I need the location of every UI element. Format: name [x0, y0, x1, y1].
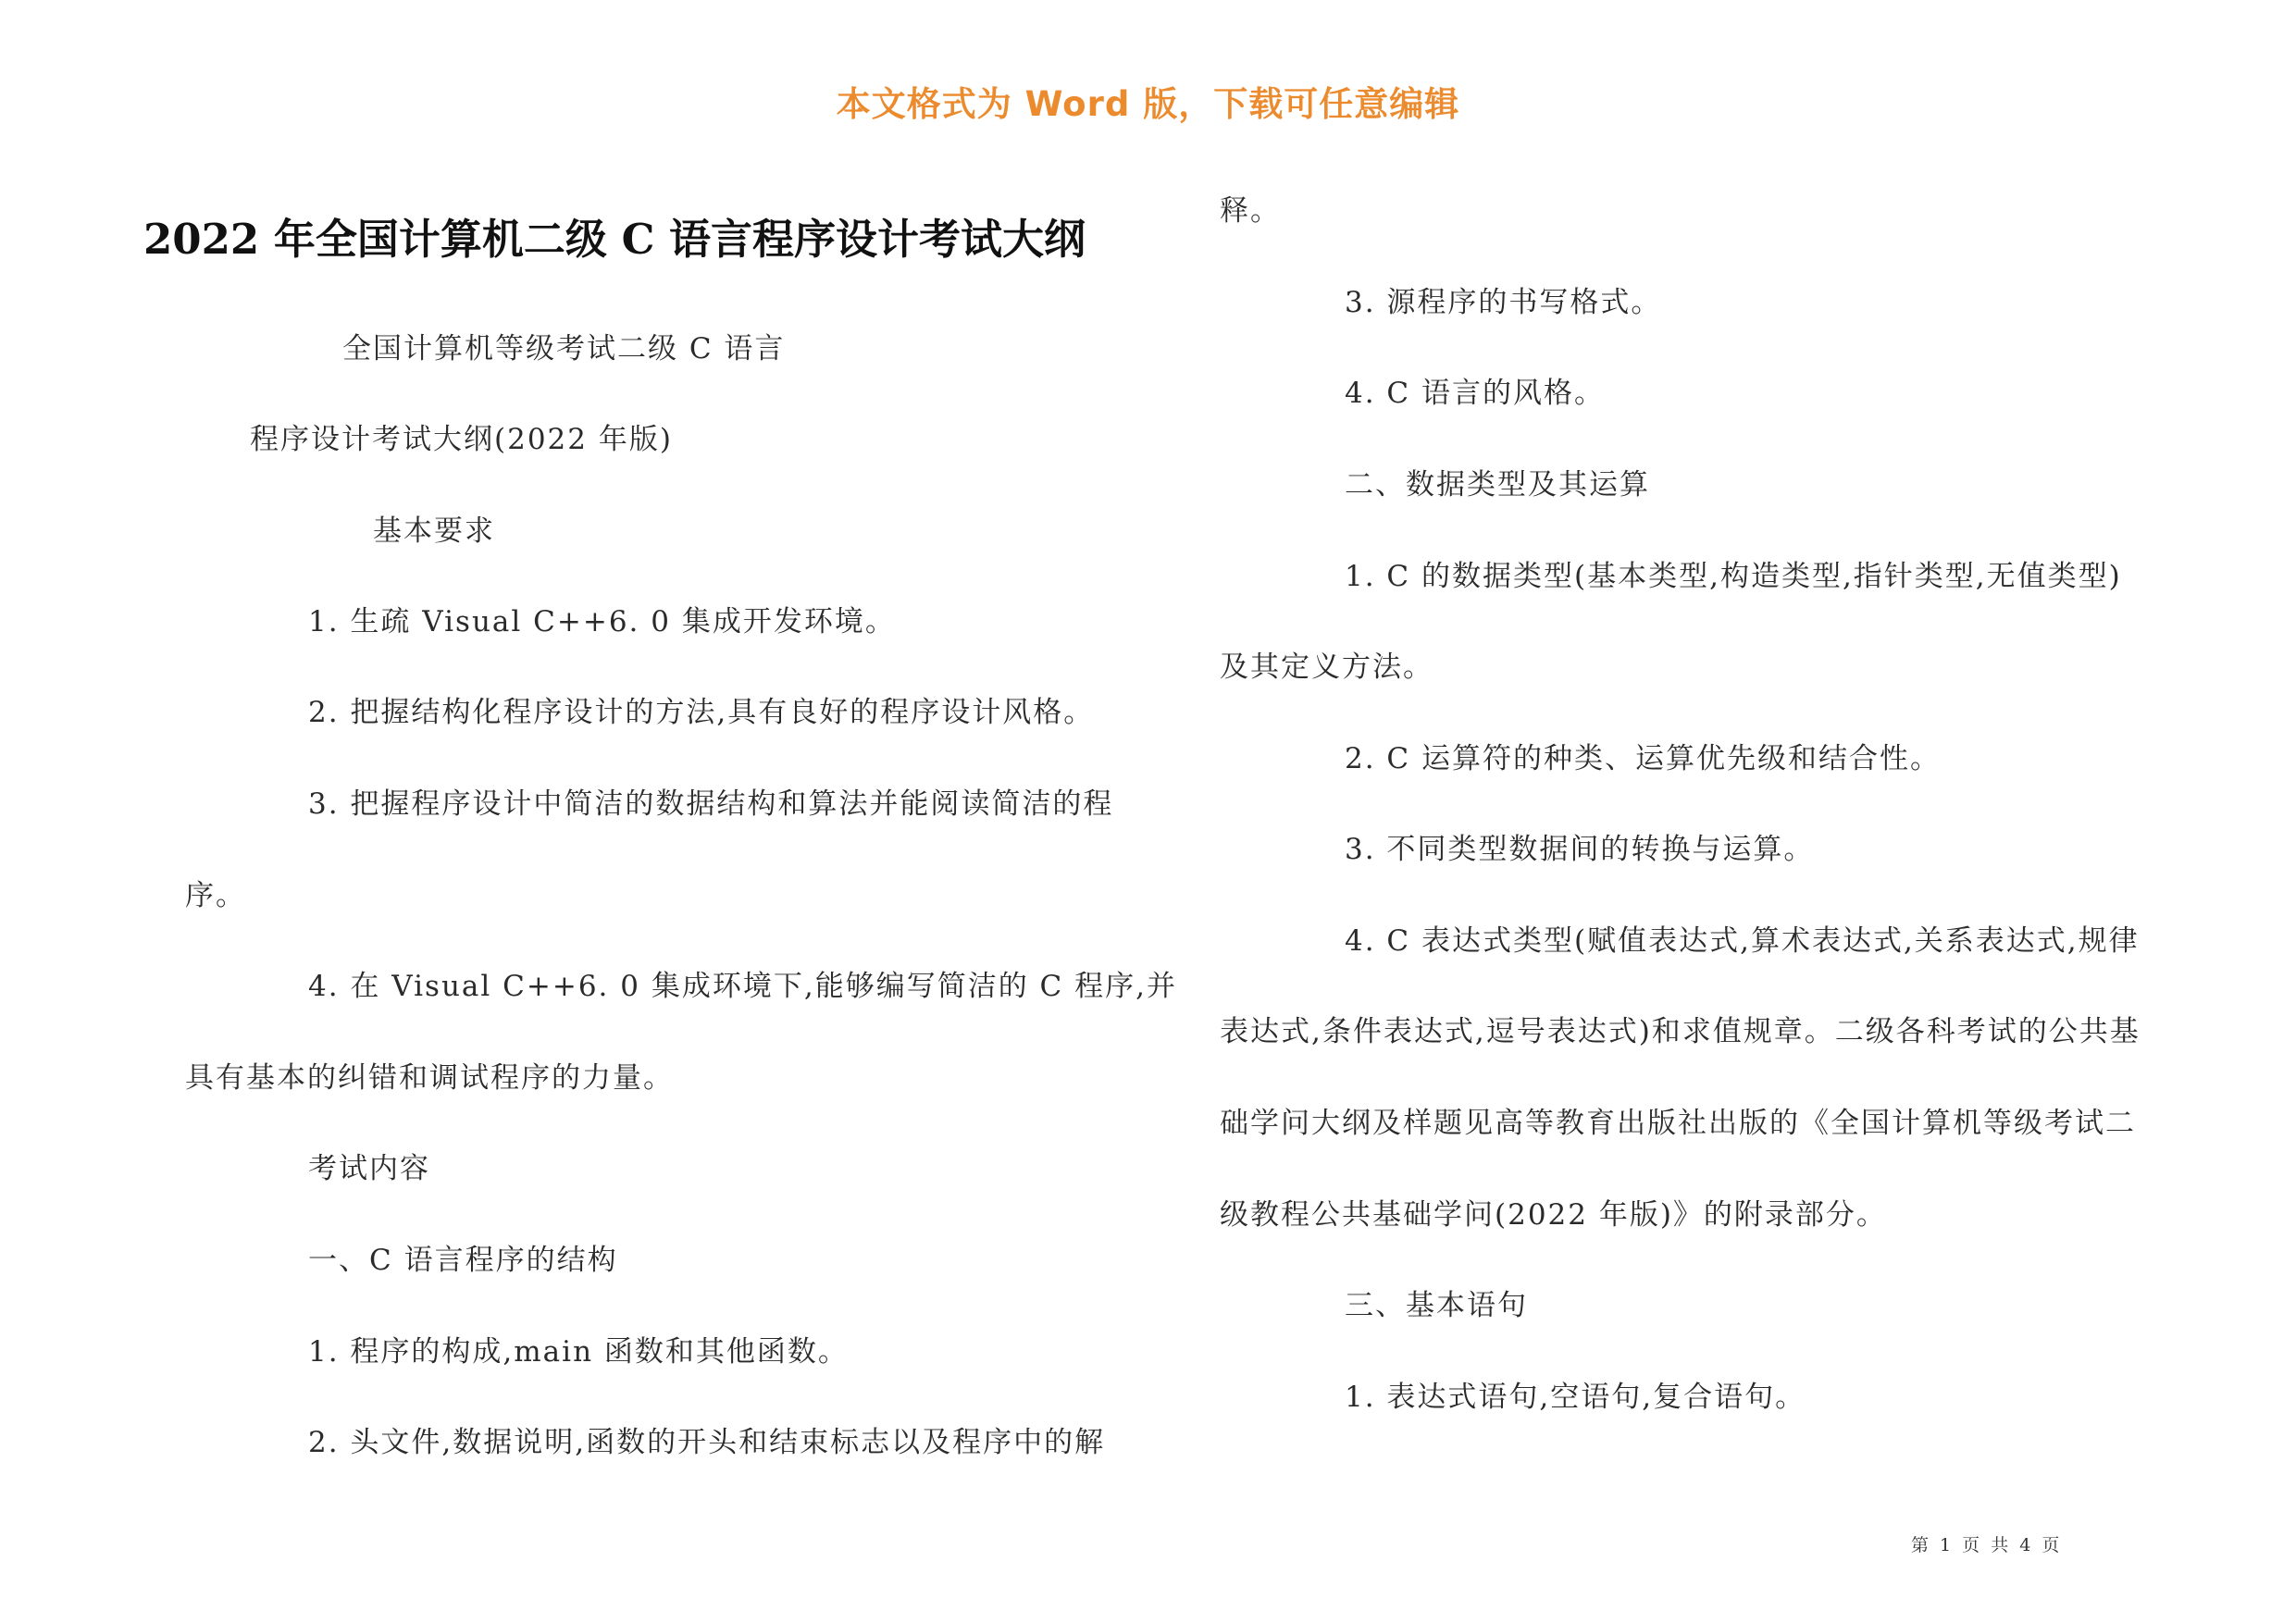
- document-title: 2022 年全国计算机二级 C 语言程序设计考试大纲: [143, 215, 1086, 264]
- paragraph-line: 4. 在 Visual C++6. 0 集成环境下,能够编写简洁的 C 程序,并: [308, 970, 1177, 1003]
- paragraph-line: 具有基本的纠错和调试程序的力量。: [185, 1061, 674, 1095]
- paragraph-line: 1. 表达式语句,空语句,复合语句。: [1345, 1381, 1806, 1414]
- word-format-banner: 本文格式为 Word 版，下载可任意编辑: [836, 84, 1460, 124]
- section-heading-exam-content: 考试内容: [308, 1152, 430, 1185]
- paragraph-line: 2. 把握结构化程序设计的方法,具有良好的程序设计风格。: [308, 696, 1095, 729]
- subtitle-line-2: 程序设计考试大纲(2022 年版): [250, 423, 673, 456]
- paragraph-line: 1. 生疏 Visual C++6. 0 集成开发环境。: [308, 605, 896, 638]
- paragraph-line: 3. 不同类型数据间的转换与运算。: [1345, 833, 1815, 866]
- page-number: 第 1 页 共 4 页: [1911, 1535, 2063, 1555]
- paragraph-line: 4. C 表达式类型(赋值表达式,算术表达式,关系表达式,规律: [1345, 924, 2140, 958]
- paragraph-line: 级教程公共基础学问(2022 年版)》的附录部分。: [1220, 1198, 1887, 1232]
- paragraph-line: 及其定义方法。: [1220, 650, 1433, 684]
- paragraph-line: 释。: [1220, 194, 1281, 228]
- paragraph-line: 4. C 语言的风格。: [1345, 377, 1606, 410]
- section-heading-data-types: 二、数据类型及其运算: [1345, 468, 1650, 502]
- section-heading-basic-requirements: 基本要求: [373, 514, 495, 548]
- paragraph-line: 础学问大纲及样题见高等教育出版社出版的《全国计算机等级考试二: [1220, 1107, 2136, 1140]
- subtitle-line-1: 全国计算机等级考试二级 C 语言: [342, 332, 786, 365]
- paragraph-line: 序。: [185, 879, 246, 912]
- paragraph-line: 2. 头文件,数据说明,函数的开头和结束标志以及程序中的解: [308, 1426, 1106, 1459]
- paragraph-line: 2. C 运算符的种类、运算优先级和结合性。: [1345, 742, 1942, 775]
- paragraph-line: 3. 源程序的书写格式。: [1345, 286, 1662, 319]
- section-heading-structure: 一、C 语言程序的结构: [308, 1244, 618, 1277]
- paragraph-line: 1. 程序的构成,main 函数和其他函数。: [308, 1335, 849, 1369]
- paragraph-line: 3. 把握程序设计中简洁的数据结构和算法并能阅读简洁的程: [308, 787, 1114, 821]
- paragraph-line: 1. C 的数据类型(基本类型,构造类型,指针类型,无值类型): [1345, 560, 2122, 593]
- paragraph-line: 表达式,条件表达式,逗号表达式)和求值规章。二级各科考试的公共基: [1220, 1015, 2141, 1048]
- section-heading-basic-statements: 三、基本语句: [1345, 1289, 1528, 1322]
